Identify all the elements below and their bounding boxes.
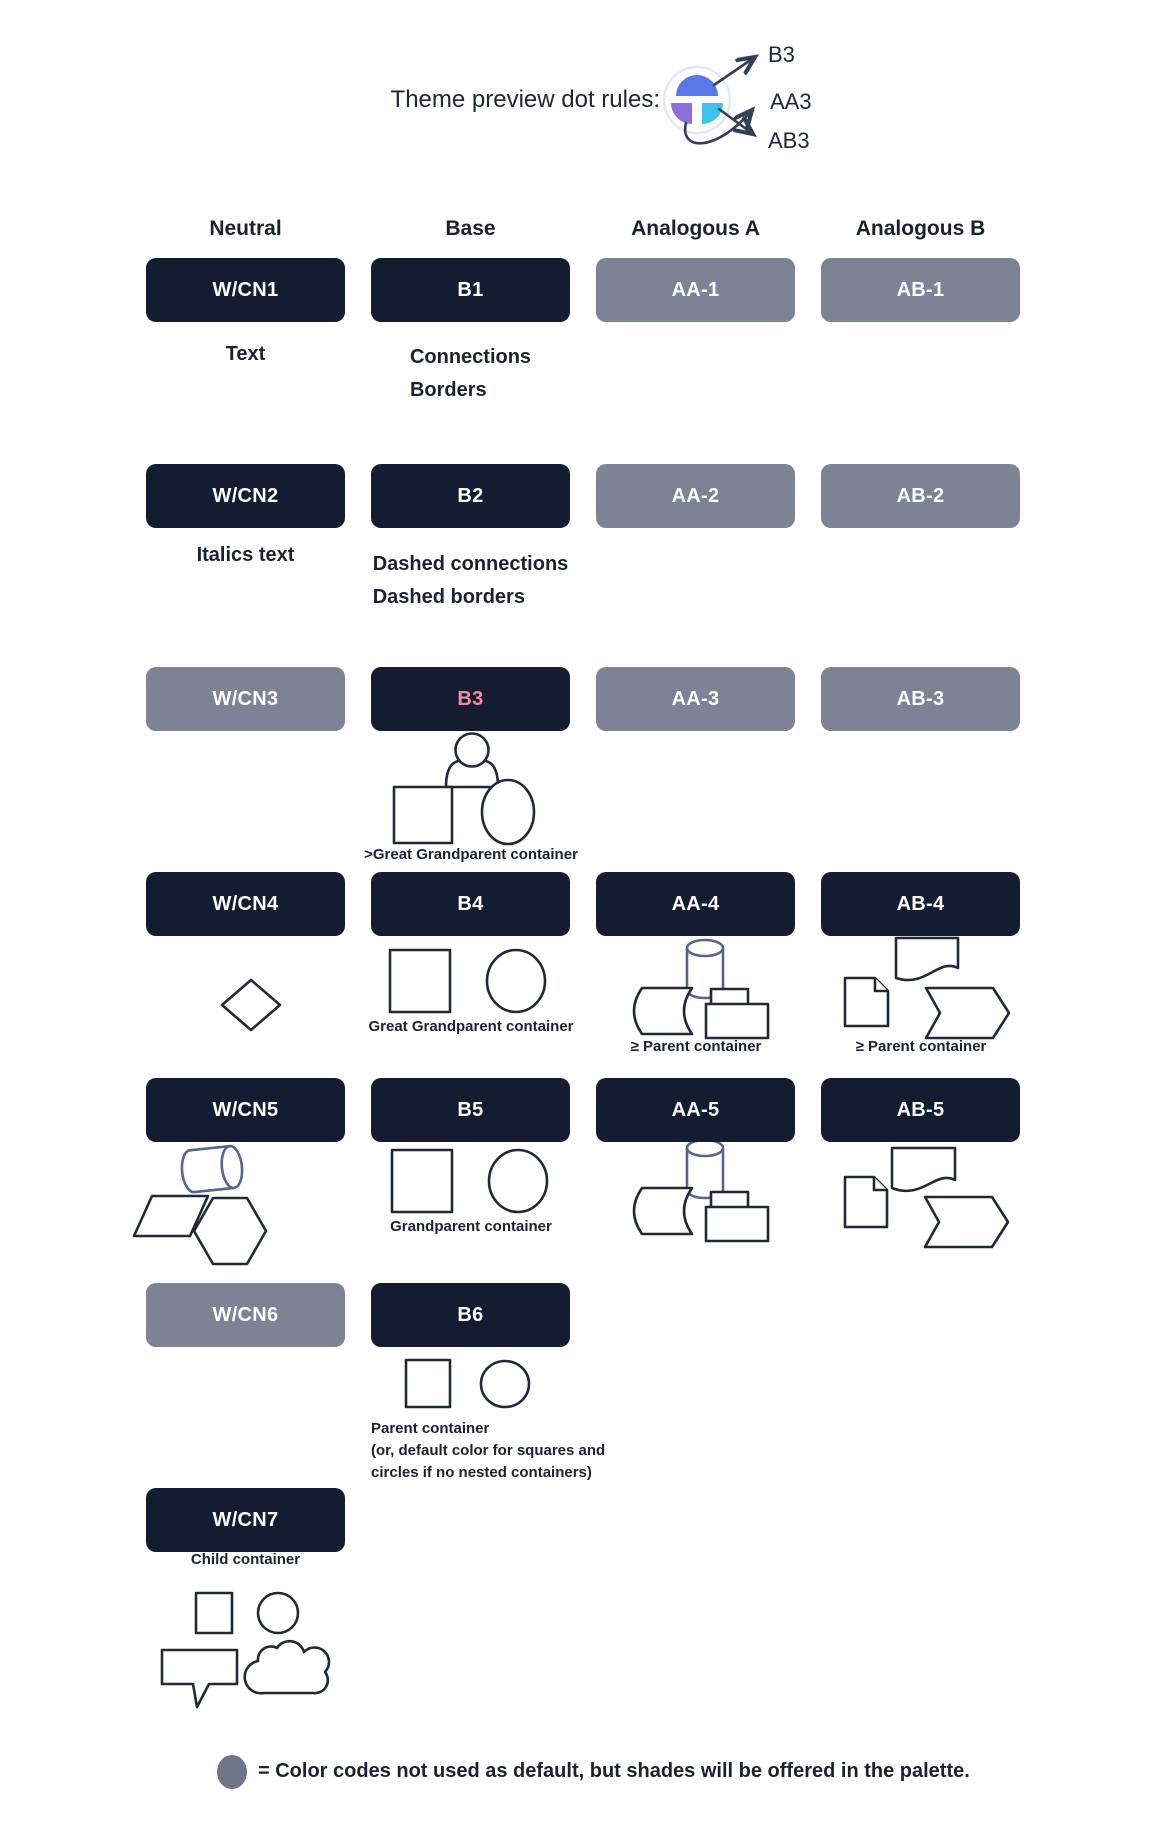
caption-line: Dashed connections xyxy=(372,553,569,575)
square-icon xyxy=(196,1593,232,1633)
b5-shape-group xyxy=(392,1150,547,1212)
column-header-neutral: Neutral xyxy=(209,217,282,240)
caption-aa4-shapes: ≥ Parent container xyxy=(630,1038,762,1055)
tape-icon xyxy=(892,1148,955,1191)
tape-icon xyxy=(896,938,958,980)
wcn7-shape-group xyxy=(162,1593,329,1707)
hexagon-icon xyxy=(194,1198,266,1264)
pill-wcn7: W/CN7 xyxy=(146,1488,345,1552)
arrow-to-b3 xyxy=(714,57,755,85)
folder-icon xyxy=(706,1004,768,1038)
pill-wcn5: W/CN5 xyxy=(146,1078,345,1142)
circle-icon xyxy=(487,950,545,1012)
caption-line: Dashed borders xyxy=(372,586,525,608)
b6-shape-group xyxy=(406,1360,529,1407)
caption-italics-text: Italics text xyxy=(196,544,295,566)
legend-dot-icon xyxy=(217,1755,247,1789)
chevron-icon xyxy=(925,1197,1008,1247)
circle-icon xyxy=(481,1361,529,1407)
circle-icon xyxy=(489,1150,547,1212)
speech-bubble-icon xyxy=(162,1650,237,1707)
square-icon xyxy=(392,1150,452,1212)
chevron-icon xyxy=(926,988,1009,1038)
caption-line: Connections xyxy=(409,346,532,368)
caption-line: Borders xyxy=(409,379,487,401)
pill-aa5: AA-5 xyxy=(596,1078,795,1142)
pill-wcn6: W/CN6 xyxy=(146,1283,345,1347)
wcn5-shape-group xyxy=(134,1145,266,1264)
document-fold-icon xyxy=(875,978,888,991)
pill-wcn3: W/CN3 xyxy=(146,667,345,731)
stored-data-icon xyxy=(634,988,692,1034)
caption-connections-borders xyxy=(371,341,570,407)
caption-text: Text xyxy=(225,343,266,365)
square-icon xyxy=(394,787,452,843)
pill-ab5: AB-5 xyxy=(821,1078,1020,1142)
page-title: Theme preview dot rules: xyxy=(390,86,660,113)
diamond-icon xyxy=(222,980,280,1030)
caption-b3-shapes: >Great Grandparent container xyxy=(364,846,578,863)
pill-ab1: AB-1 xyxy=(821,258,1020,322)
cylinder-top-icon xyxy=(687,940,723,956)
pill-b5: B5 xyxy=(371,1078,570,1142)
square-icon xyxy=(390,950,450,1012)
theme-preview-dot-icon xyxy=(664,67,730,133)
b3-shape-group xyxy=(394,734,534,845)
pill-aa2: AA-2 xyxy=(596,464,795,528)
pill-b1: B1 xyxy=(371,258,570,322)
b4-shape-group xyxy=(390,950,545,1012)
column-header-analogous-b: Analogous B xyxy=(855,217,986,240)
caption-b4-shapes: Great Grandparent container xyxy=(368,1018,574,1035)
dot-label-ab3: AB3 xyxy=(768,128,810,153)
circle-icon xyxy=(482,780,534,844)
cylinder-top-icon xyxy=(687,1140,723,1156)
aa5-shape-group xyxy=(634,1140,768,1241)
stored-data-icon xyxy=(634,1188,692,1234)
circle-icon xyxy=(258,1593,298,1633)
caption-line: Parent container xyxy=(371,1420,490,1437)
person-head-icon xyxy=(456,734,489,767)
folder-tab-icon xyxy=(711,989,748,1005)
caption-line: (or, default color for squares and xyxy=(371,1442,606,1459)
caption-ab4-shapes: ≥ Parent container xyxy=(855,1038,987,1055)
pill-b3: B3 xyxy=(371,667,570,731)
folder-icon xyxy=(706,1207,768,1241)
arrow-to-ab3 xyxy=(719,109,753,134)
legend-text: = Color codes not used as default, but shades will be offered in the palette. xyxy=(258,1760,970,1782)
pill-ab4: AB-4 xyxy=(821,872,1020,936)
caption-b5-shapes: Grandparent container xyxy=(390,1218,552,1235)
pill-ab3: AB-3 xyxy=(821,667,1020,731)
pill-b4: B4 xyxy=(371,872,570,936)
cloud-icon xyxy=(245,1641,329,1693)
column-header-base: Base xyxy=(445,217,496,240)
pill-aa1: AA-1 xyxy=(596,258,795,322)
pill-wcn2: W/CN2 xyxy=(146,464,345,528)
square-icon xyxy=(406,1360,450,1407)
pill-aa4: AA-4 xyxy=(596,872,795,936)
pill-wcn4: W/CN4 xyxy=(146,872,345,936)
ab5-shape-group xyxy=(845,1148,1008,1247)
pill-b6: B6 xyxy=(371,1283,570,1347)
aa4-shape-group xyxy=(634,940,768,1038)
folder-tab-icon xyxy=(711,1192,748,1208)
caption-line: circles if no nested containers) xyxy=(371,1464,592,1481)
ab4-shape-group xyxy=(845,938,1009,1038)
pill-aa3: AA-3 xyxy=(596,667,795,731)
pill-b2: B2 xyxy=(371,464,570,528)
pill-ab2: AB-2 xyxy=(821,464,1020,528)
dot-label-b3: B3 xyxy=(768,42,795,67)
dot-label-aa3: AA3 xyxy=(770,89,812,114)
column-header-analogous-a: Analogous A xyxy=(631,217,760,240)
pill-wcn1: W/CN1 xyxy=(146,258,345,322)
caption-wcn7-shapes: Child container xyxy=(190,1551,301,1568)
caption-dashed xyxy=(371,548,570,614)
caption-b6-shapes xyxy=(371,1418,631,1484)
